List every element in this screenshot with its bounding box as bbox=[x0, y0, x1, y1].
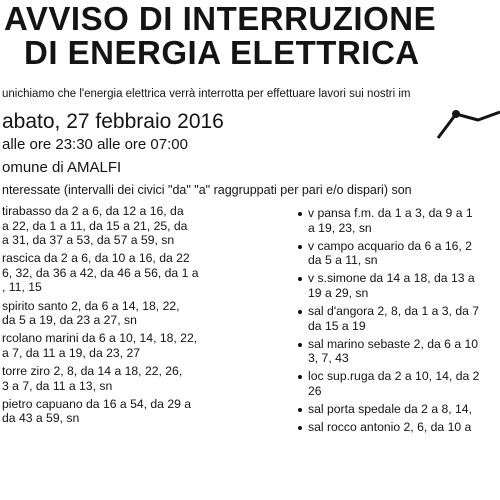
street-entry bbox=[298, 369, 479, 398]
municipality: omune di AMALFI bbox=[2, 159, 122, 176]
street-entry-line: da 15 a 19 bbox=[308, 318, 366, 333]
street-list-right bbox=[298, 206, 479, 438]
street-entry bbox=[2, 204, 199, 248]
street-entry bbox=[2, 331, 199, 360]
street-entry-line: sal porta spedale da 2 a 8, 14, bbox=[308, 402, 472, 417]
street-entry-line: da 5 a 19, da 23 a 27, sn bbox=[2, 313, 137, 328]
street-entry-line: sal marino sebaste 2, da 6 a 10 bbox=[308, 336, 479, 351]
intro-text: unichiamo che l'energia elettrica verrà interrotta per effettuare lavori sui nostri im bbox=[2, 88, 411, 100]
notice-title-line-2: DI ENERGIA ELETTRICA bbox=[24, 34, 420, 71]
street-entry bbox=[298, 420, 479, 435]
street-entry-line: da 5 a 11, sn bbox=[308, 253, 378, 268]
street-entry-line: da 43 a 59, sn bbox=[2, 411, 80, 426]
street-entry-line: sal rocco antonio 2, 6, da 10 a bbox=[308, 420, 472, 435]
street-entry bbox=[2, 251, 199, 295]
power-line-icon bbox=[436, 108, 500, 148]
street-entry bbox=[298, 239, 479, 268]
street-entry-line: sal d'angora 2, 8, da 1 a 3, da 7 bbox=[308, 304, 480, 319]
street-entry-line: a 31, da 37 a 53, da 57 a 59, sn bbox=[2, 233, 175, 248]
street-entry-line: loc sup.ruga da 2 a 10, 14, da 2 bbox=[308, 369, 480, 384]
street-entry-line: v s.simone da 14 a 18, da 13 a bbox=[308, 271, 475, 286]
street-entry-line: 3 a 7, da 11 a 13, sn bbox=[2, 378, 113, 393]
streets-intro: nteressate (intervalli dei civici "da" "a" raggruppati per pari e/o dispari) son bbox=[2, 183, 412, 197]
street-entry bbox=[298, 206, 479, 235]
street-entry-line: 3, 7, 43 bbox=[308, 351, 349, 366]
street-entry bbox=[2, 364, 199, 393]
street-entry-line: v pansa f.m. da 1 a 3, da 9 a 1 bbox=[308, 206, 473, 220]
street-entry-line: rcolano marini da 6 a 10, 14, 18, 22, bbox=[2, 331, 198, 346]
street-entry bbox=[298, 304, 479, 333]
street-entry-line: 19 a 29, sn bbox=[308, 285, 369, 300]
street-list-left bbox=[2, 204, 199, 429]
outage-hours: alle ore 23:30 alle ore 07:00 bbox=[2, 136, 188, 153]
street-entry-line: 26 bbox=[308, 384, 322, 399]
street-entry-line: tirabasso da 2 a 6, da 12 a 16, da bbox=[2, 204, 184, 218]
street-entry-line: v campo acquario da 6 a 16, 2 bbox=[308, 238, 472, 253]
street-entry-line: a 22, da 1 a 11, da 15 a 21, 25, da bbox=[2, 218, 188, 233]
street-entry-line: spirito santo 2, da 6 a 14, 18, 22, bbox=[2, 298, 180, 313]
street-entry-line: , 11, 15 bbox=[2, 280, 42, 295]
street-entry bbox=[2, 299, 199, 328]
street-entry-line: 6, 32, da 36 a 42, da 46 a 56, da 1 a bbox=[2, 265, 199, 280]
street-entry-line: rascica da 2 a 6, da 10 a 16, da 22 bbox=[2, 251, 190, 266]
street-entry-line: a 19, 23, sn bbox=[308, 220, 372, 235]
street-entry-line: a 7, da 11 a 19, da 23, 27 bbox=[2, 345, 141, 360]
street-entry bbox=[298, 402, 479, 417]
street-entry bbox=[298, 271, 479, 300]
outage-date: abato, 27 febbraio 2016 bbox=[2, 110, 224, 133]
notice-title-line-1: AVVISO DI INTERRUZIONE bbox=[4, 0, 437, 37]
street-entry-line: torre ziro 2, 8, da 14 a 18, 22, 26, bbox=[2, 363, 183, 378]
street-entry bbox=[298, 337, 479, 366]
street-entry bbox=[2, 397, 199, 426]
street-entry-line: pietro capuano da 16 a 54, da 29 a bbox=[2, 396, 192, 411]
